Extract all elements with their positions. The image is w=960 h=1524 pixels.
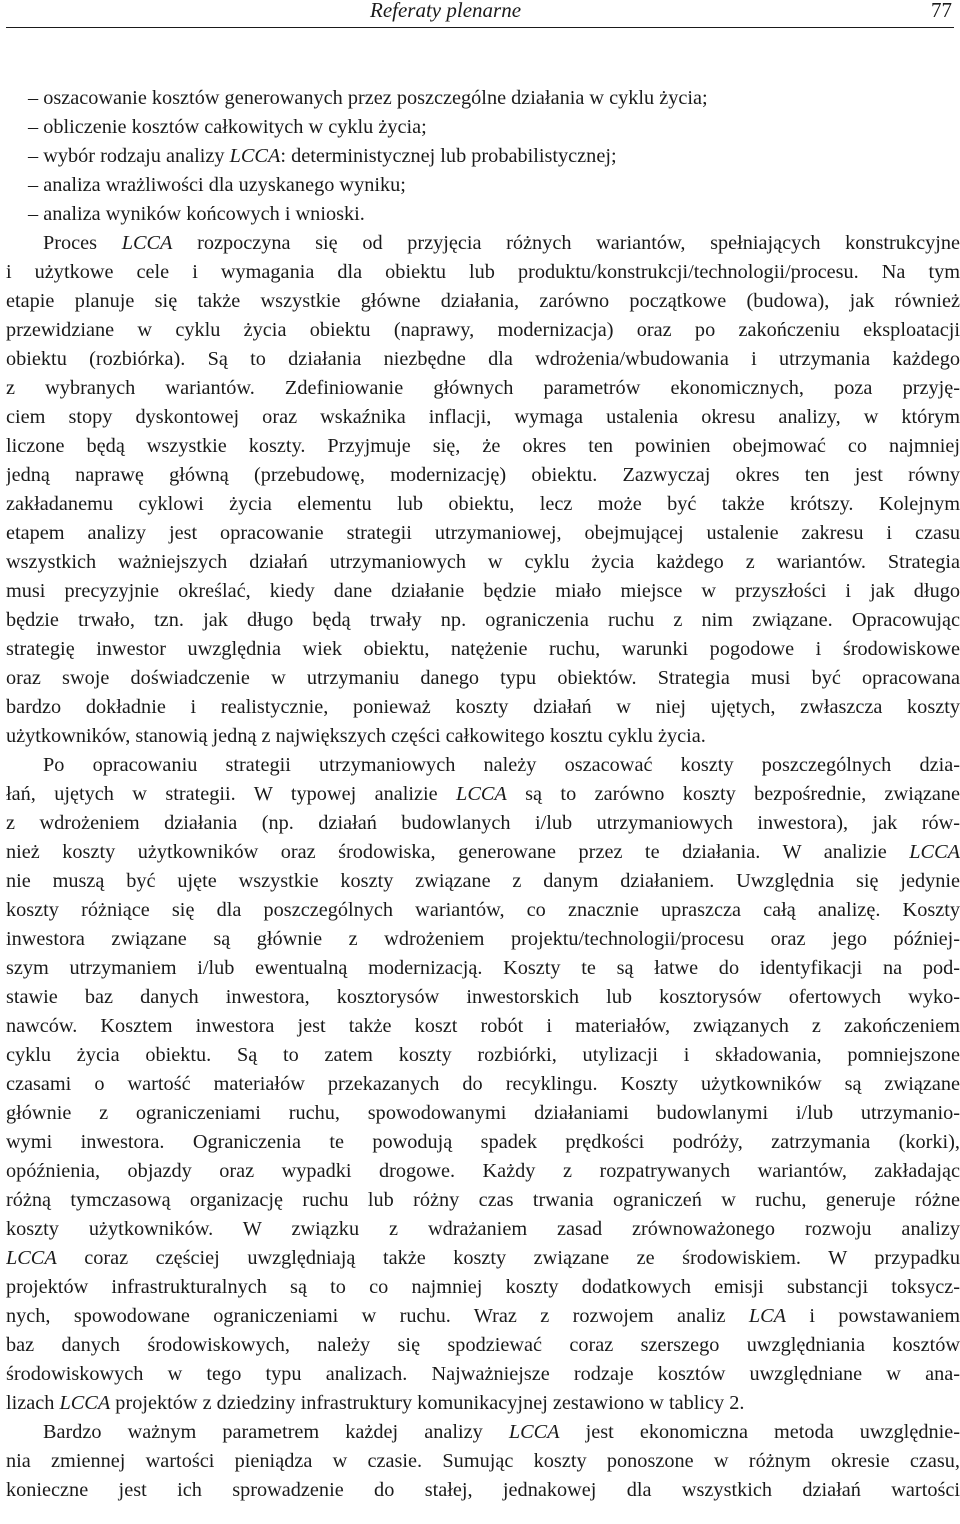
- list-item: – wybór rodzaju analizy LCCA: deterministycznej lub probabilistycznej;: [28, 145, 617, 167]
- text-line: lizach LCCA projektów z dziedziny infrastruktury komunikacyjnej zestawiono w tablicy 2.: [6, 1392, 745, 1414]
- text-line: Po opracowaniu strategii utrzymaniowych należy oszacować koszty poszczególnych dzia-: [43, 754, 960, 776]
- text-line: oraz swoje doświadczenie w utrzymaniu danego typu obiektów. Strategia musi być opracowana: [6, 667, 960, 689]
- text-line: nia zmiennej wartości pieniądza w czasie. Sumując koszty ponoszone w różnym okresie czasu,: [6, 1450, 960, 1472]
- text-line: różną tymczasową organizację ruchu lub różny czas trwania ograniczeń w ruchu, generuje różne: [6, 1189, 960, 1211]
- text-line: nie muszą być ujęte wszystkie koszty związane z danym działaniem. Uwzględnia się jedynie: [6, 870, 960, 892]
- text-line: nych, spowodowane ograniczeniami w ruchu. Wraz z rozwojem analiz LCA i powstawaniem: [6, 1305, 960, 1327]
- text-line: LCCA coraz częściej uwzględniają także koszty związane ze środowiskiem. W przypadku: [6, 1247, 960, 1269]
- steps-list: [6, 84, 960, 229]
- text-line: jedną naprawę główną (przebudowę, modernizację) obiektu. Zazwyczaj okres ten jest równy: [6, 464, 960, 486]
- list-item: – oszacowanie kosztów generowanych przez poszczególne działania w cyklu życia;: [28, 87, 708, 109]
- text-line: bardzo dokładnie i realistycznie, ponieważ koszty działań w niej ujętych, zwłaszcza koszty: [6, 696, 960, 718]
- paragraph-costs: [6, 751, 960, 1418]
- list-item: – obliczenie kosztów całkowitych w cyklu życia;: [28, 116, 427, 138]
- text-line: zakładanemu cyklowi życia elementu lub obiektu, lecz może być także krótszy. Kolejnym: [6, 493, 960, 515]
- text-line: z wdrożeniem działania (np. działań budowlanych i/lub utrzymaniowych inwestora), jak rów-: [6, 812, 960, 834]
- text-line: użytkowników, stanowią jedną z największych części całkowitego kosztu cyklu życia.: [6, 725, 706, 747]
- text-line: koszty różniące się dla poszczególnych wariantów, co znacznie upraszcza całą analizę. Koszty: [6, 899, 960, 921]
- paragraph-process: [6, 229, 960, 751]
- text-line: koszty użytkowników. W związku z wdrażaniem zasad zrównoważonego rozwoju analizy: [6, 1218, 960, 1240]
- text-line: musi precyzyjnie określać, kiedy dane działanie będzie miało miejsce w przyszłości i jak długo: [6, 580, 960, 602]
- text-line: liczone będą wszystkie koszty. Przyjmuje się, że okres ten powinien obejmować co najmniej: [6, 435, 960, 457]
- running-title: Referaty plenarne: [370, 0, 522, 22]
- text-line: łań, ujętych w strategii. W typowej analizie LCCA są to zarówno koszty bezpośrednie, związane: [6, 783, 960, 805]
- text-line: nież koszty użytkowników oraz środowiska, generowane przez te działania. W analizie LCCA: [6, 841, 960, 863]
- text-line: etapie planuje się także wszystkie główne działania, zarówno początkowe (budowa), jak również: [6, 290, 960, 312]
- text-line: cyklu życia obiektu. Są to zatem koszty rozbiórki, utylizacji i składowania, pomniejszone: [6, 1044, 960, 1066]
- text-line: Proces LCCA rozpoczyna się od przyjęcia różnych wariantów, spełniających konstrukcyjne: [43, 232, 960, 254]
- list-item: – analiza wrażliwości dla uzyskanego wyniku;: [28, 174, 406, 196]
- list-item: – analiza wyników końcowych i wnioski.: [28, 203, 365, 225]
- text-line: nawców. Kosztem inwestora jest także koszt robót i materiałów, związanych z zakończeniem: [6, 1015, 960, 1037]
- text-line: Bardzo ważnym parametrem każdej analizy LCCA jest ekonomiczna metoda uwzględnie-: [43, 1421, 960, 1443]
- text-line: etapem analizy jest opracowanie strategii utrzymaniowej, obejmującej ustalenie zakresu i czasu: [6, 522, 960, 544]
- text-line: wszystkich ważniejszych działań utrzymaniowych w cyklu życia każdego z wariantów. Strategia: [6, 551, 960, 573]
- text-line: strategię inwestor uwzględnia wiek obiektu, natężenie ruchu, warunki pogodowe i środowiskowe: [6, 638, 960, 660]
- text-line: z wybranych wariantów. Zdefiniowanie głównych parametrów ekonomicznych, poza przyję-: [6, 377, 960, 399]
- text-line: obiektu (rozbiórka). Są to działania niezbędne dla wdrożenia/wbudowania i utrzymania każdego: [6, 348, 960, 370]
- text-line: ciem stopy dyskontowej oraz wskaźnika inflacji, wymaga ustalenia okresu analizy, w którym: [6, 406, 960, 428]
- text-line: przewidziane w cyklu życia obiektu (naprawy, modernizacja) oraz po zakończeniu eksploatacji: [6, 319, 960, 341]
- text-line: opóźnienia, objazdy oraz wypadki drogowe. Każdy z rozpatrywanych wariantów, zakładając: [6, 1160, 960, 1182]
- paragraph-discounting: [6, 1418, 960, 1505]
- text-line: stawie baz danych inwestora, kosztorysów inwestorskich lub kosztorysów ofertowych wyko-: [6, 986, 960, 1008]
- text-line: będzie trwało, tzn. jak długo będą trwały np. ograniczenia ruchu z nim związane. Opracowując: [6, 609, 960, 631]
- text-line: baz danych środowiskowych, należy się spodziewać coraz szerszego uwzględniania kosztów: [6, 1334, 960, 1356]
- text-line: wymi inwestora. Ograniczenia te powodują spadek prędkości podróży, zatrzymania (korki),: [6, 1131, 960, 1153]
- body-text: [6, 84, 960, 1505]
- text-line: szym utrzymaniem i/lub ewentualną modernizacją. Koszty te są łatwe do identyfikacji na pod-: [6, 957, 960, 979]
- text-line: głównie z ograniczeniami ruchu, spowodowanymi działaniami budowlanymi i/lub utrzymanio-: [6, 1102, 960, 1124]
- text-line: czasami o wartość materiałów przekazanych do recyklingu. Koszty użytkowników są związane: [6, 1073, 960, 1095]
- header-rule: [6, 27, 954, 28]
- text-line: i użytkowe cele i wymagania dla obiektu lub produktu/konstrukcji/technologii/procesu. Na tym: [6, 261, 960, 283]
- text-line: konieczne jest ich sprowadzenie do stałej, jednakowej dla wszystkich działań wartości: [6, 1479, 960, 1501]
- running-header: [0, 0, 960, 24]
- text-line: inwestora związane są głównie z wdrożeniem projektu/technologii/procesu oraz jego później-: [6, 928, 960, 950]
- page-number: 77: [931, 0, 952, 22]
- text-line: środowiskowych w tego typu analizach. Najważniejsze rodzaje kosztów uwzględniane w ana-: [6, 1363, 960, 1385]
- text-line: projektów infrastrukturalnych są to co najmniej koszty dodatkowych emisji substancji toksycz-: [6, 1276, 960, 1298]
